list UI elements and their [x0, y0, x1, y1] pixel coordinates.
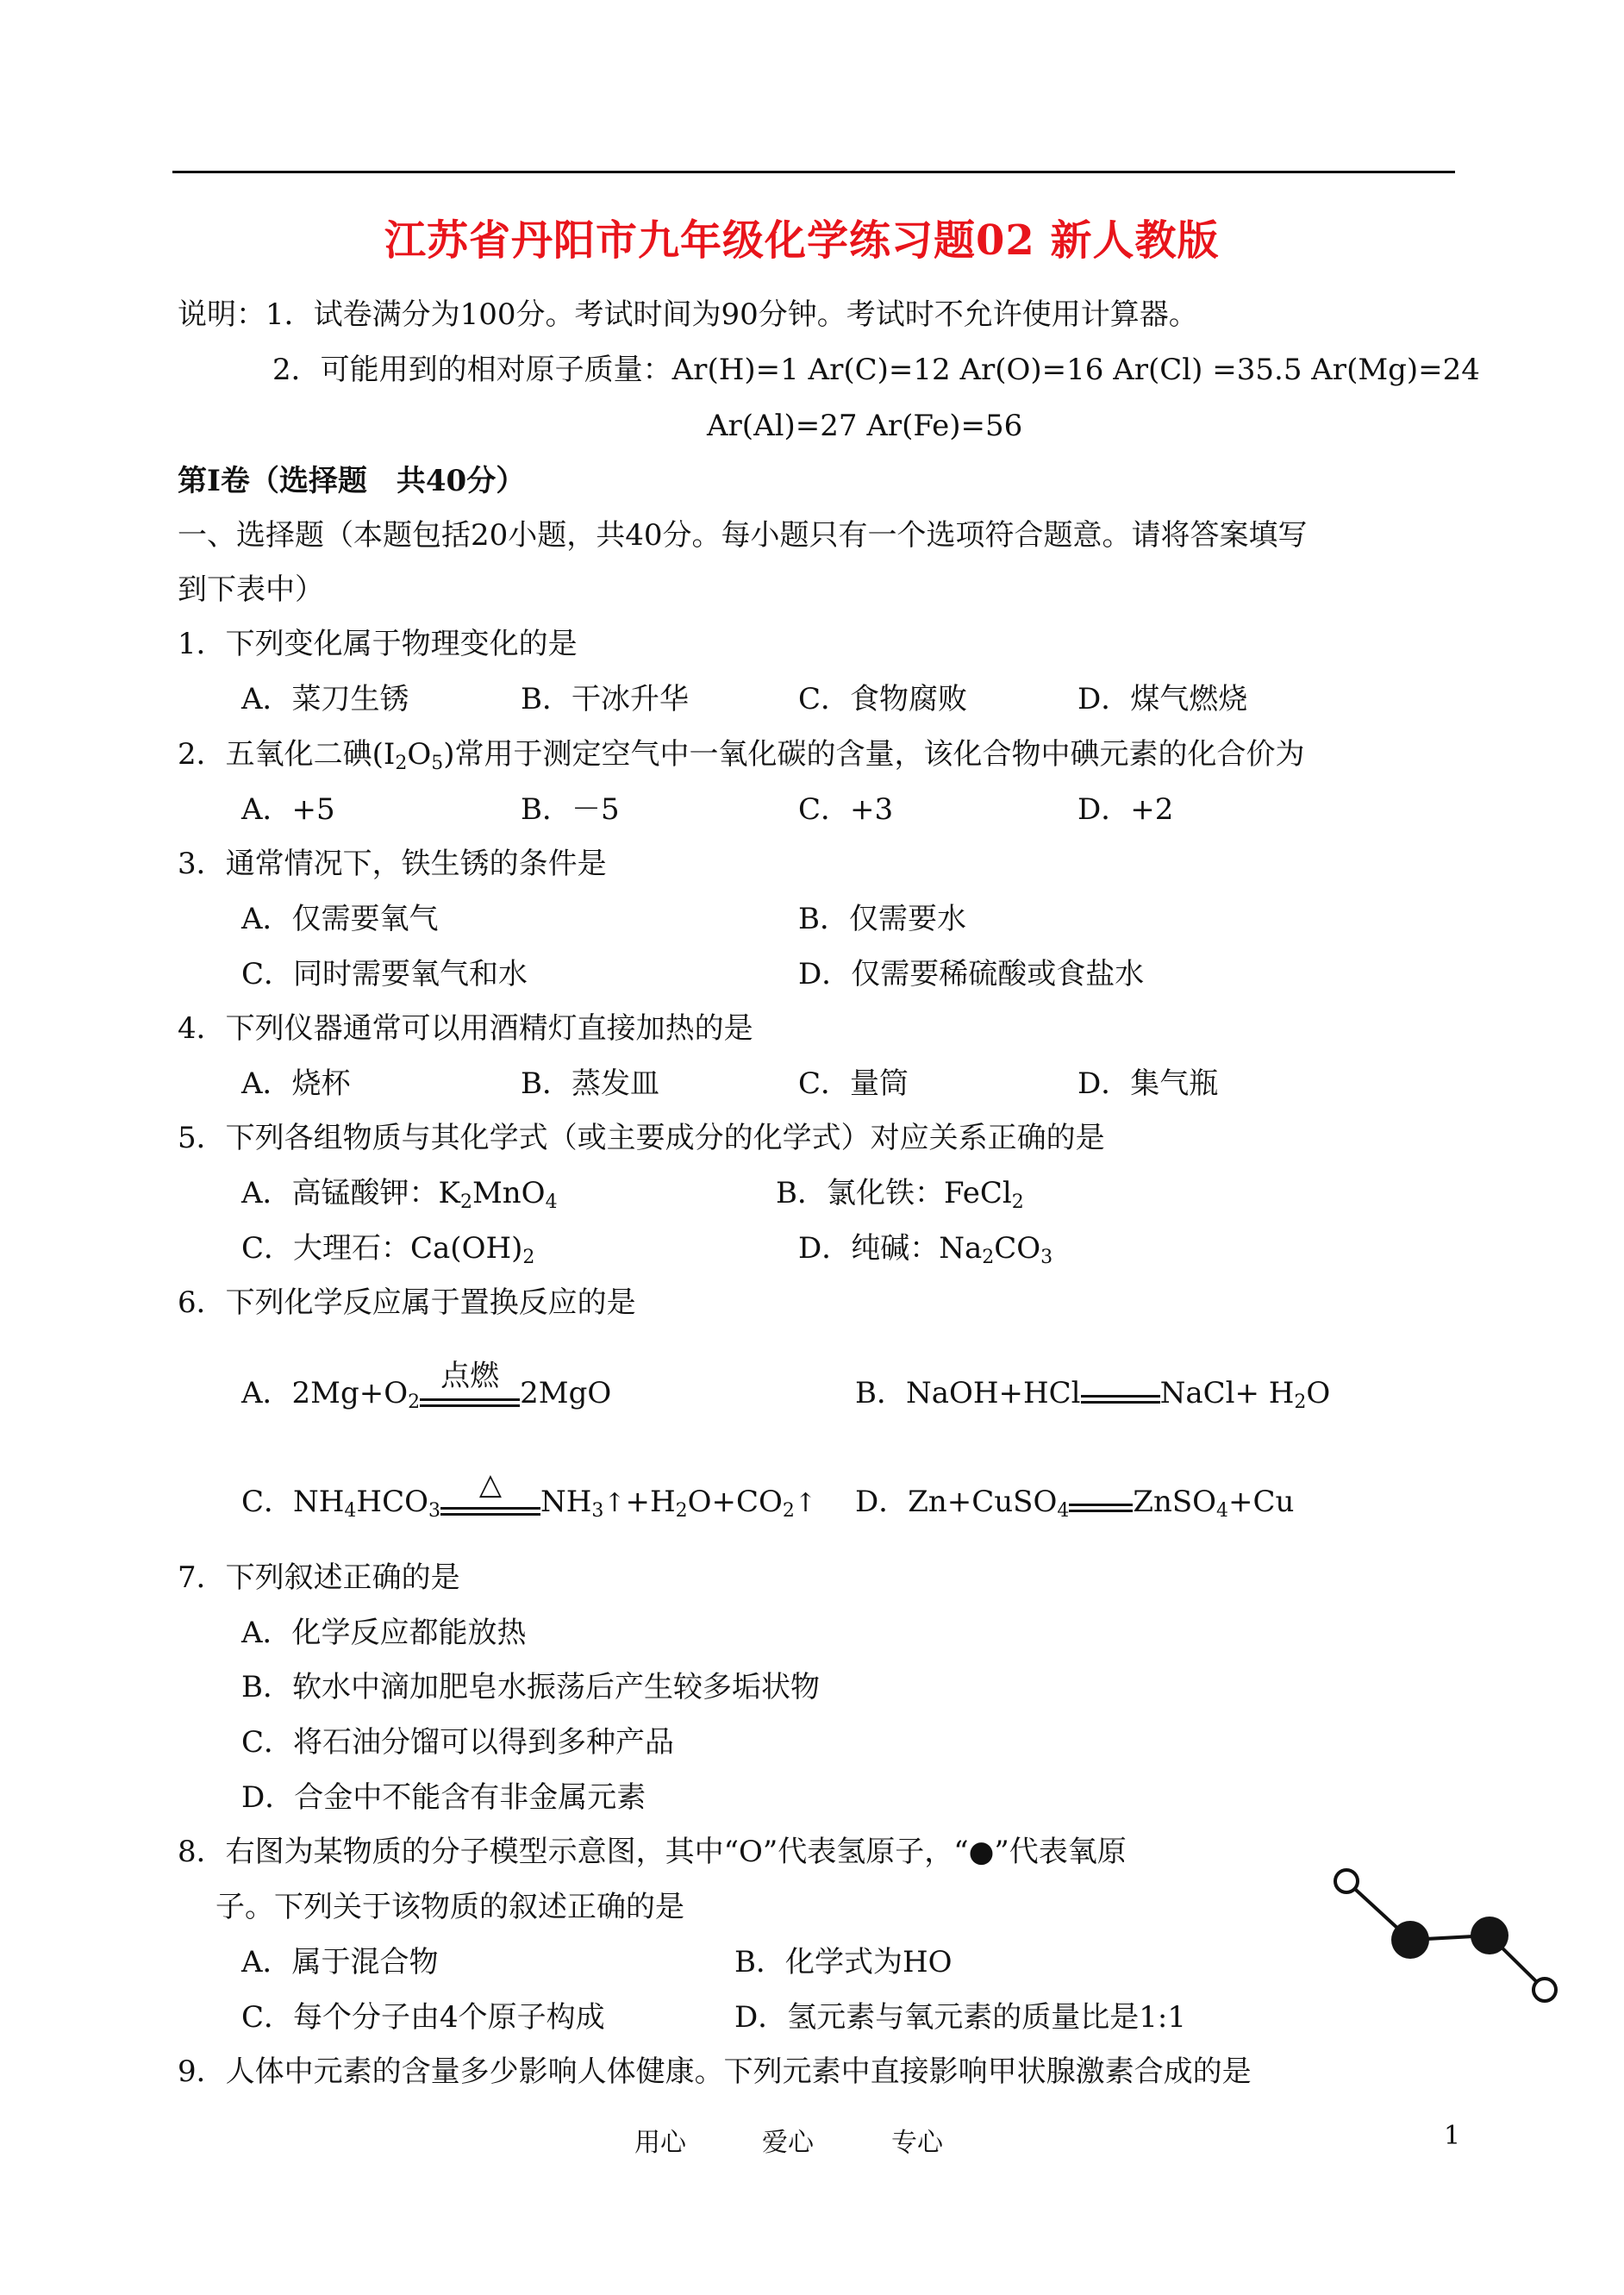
gas-arrow-icon: ↑: [794, 1488, 817, 1518]
q3-option-b: B．仅需要水: [798, 902, 966, 936]
section-title: 第Ⅰ卷（选择题 共40分）: [178, 464, 526, 498]
q2-option-a: A．+5: [241, 792, 335, 827]
q4-stem: 4．下列仪器通常可以用酒精灯直接加热的是: [178, 1011, 753, 1046]
q6-stem: 6．下列化学反应属于置换反应的是: [178, 1285, 636, 1320]
notes-line-2: 2．可能用到的相对原子质量：Ar(H)=1 Ar(C)=12 Ar(O)=16 Ar(Cl) =35.5 Ar(Mg)=24: [272, 353, 1480, 387]
q5-option-b: B．氯化铁：FeCl$_2$: [776, 1176, 1024, 1213]
q4-option-c: C．量筒: [798, 1066, 909, 1101]
q1-option-d: D．煤气燃烧: [1077, 682, 1248, 716]
reaction-condition-heat: △: [440, 1485, 540, 1519]
q8-option-c: C．每个分子由4个原子构成: [241, 2000, 605, 2035]
q6-option-c: C．$NH_4HCO_3$ △ $NH_3↑+H_2O+CO_2↑$: [241, 1467, 817, 1522]
q5-stem: 5．下列各组物质与其化学式（或主要成分的化学式）对应关系正确的是: [178, 1121, 1105, 1155]
q4-option-a: A．烧杯: [241, 1066, 351, 1101]
page-number: 1: [1444, 2121, 1461, 2151]
q8-option-a: A．属于混合物: [241, 1945, 439, 1979]
q3-option-c: C．同时需要氧气和水: [241, 957, 528, 991]
q5-option-d: D．纯碱：$Na_2CO_3$: [798, 1231, 1053, 1268]
q7-option-d: D．合金中不能含有非金属元素: [241, 1780, 646, 1815]
q5-option-a: A．高锰酸钾：$K_2MnO_4$: [241, 1176, 558, 1213]
hydrogen-atom-icon: [1533, 1979, 1556, 2001]
q9-stem: 9．人体中元素的含量多少影响人体健康。下列元素中直接影响甲状腺激素合成的是: [178, 2054, 1252, 2089]
oxygen-atom-icon: [1391, 1921, 1429, 1959]
footer-word-2: 爱心: [762, 2128, 814, 2158]
q8-option-b: B．化学式为HO: [734, 1945, 953, 1979]
q5-option-c: C．大理石：$Ca(OH)_2$: [241, 1231, 535, 1268]
q8-stem-1: 8．右图为某物质的分子模型示意图，其中“O”代表氢原子，“●”代表氧原: [178, 1835, 1127, 1869]
q8-option-d: D．氢元素与氧元素的质量比是1:1: [734, 2000, 1186, 2035]
reaction-equals-sign: [1069, 1485, 1133, 1519]
notes-line-1: 说明：1．试卷满分为100分。考试时间为90分钟。考试时不允许使用计算器。: [178, 297, 1198, 332]
q7-option-a: A．化学反应都能放热: [241, 1616, 527, 1650]
q6-option-d: D．Zn+CuSO$_4$ ZnSO$_4$+Cu: [855, 1485, 1295, 1522]
q4-option-b: B．蒸发皿: [521, 1066, 659, 1101]
hydrogen-atom-icon: [1335, 1870, 1358, 1892]
q1-option-a: A．菜刀生锈: [241, 682, 409, 716]
q4-option-d: D．集气瓶: [1077, 1066, 1219, 1101]
q2-option-d: D．+2: [1077, 792, 1174, 827]
q6-option-a: A．$2Mg+O_2$ 点燃 2MgO: [241, 1359, 612, 1413]
gas-arrow-icon: ↑: [603, 1488, 626, 1518]
q3-option-d: D．仅需要稀硫酸或食盐水: [798, 957, 1145, 991]
q7-option-c: C．将石油分馏可以得到多种产品: [241, 1725, 675, 1760]
q2-stem: 2．五氧化二碘$(I_2O_5)$常用于测定空气中一氧化碳的含量，该化合物中碘元素的化合价为: [178, 737, 1305, 774]
q2-option-b: B．－5: [521, 792, 620, 827]
header-rule: [172, 171, 1455, 173]
q3-stem: 3．通常情况下，铁生锈的条件是: [178, 847, 607, 881]
q3-option-a: A．仅需要氧气: [241, 902, 439, 936]
q7-stem: 7．下列叙述正确的是: [178, 1560, 460, 1595]
q1-stem: 1．下列变化属于物理变化的是: [178, 627, 578, 661]
notes-line-3: Ar(Al)=27 Ar(Fe)=56: [707, 409, 1023, 443]
footer-word-3: 专心: [891, 2128, 943, 2158]
molecule-model-figure: [1310, 1854, 1569, 2026]
part-one-line-1: 一、选择题（本题包括20小题，共40分。每小题只有一个选项符合题意。请将答案填写: [178, 518, 1308, 553]
q1-option-c: C．食物腐败: [798, 682, 968, 716]
q6-option-b: B．NaOH+HCl NaCl+ $H_2O$: [855, 1376, 1331, 1413]
page-title: 江苏省丹阳市九年级化学练习题02 新人教版: [384, 216, 1220, 265]
footer-word-1: 用心: [634, 2128, 686, 2158]
part-one-line-2: 到下表中）: [178, 572, 324, 607]
reaction-equals-sign: [1081, 1376, 1160, 1410]
q7-option-b: B．软水中滴加肥皂水振荡后产生较多垢状物: [241, 1670, 820, 1704]
reaction-condition-ignite: 点燃: [420, 1376, 520, 1410]
q2-option-c: C．+3: [798, 792, 894, 827]
q1-option-b: B．干冰升华: [521, 682, 689, 716]
oxygen-atom-icon: [1471, 1917, 1508, 1954]
q8-stem-2: 子。下列关于该物质的叙述正确的是: [215, 1890, 684, 1924]
